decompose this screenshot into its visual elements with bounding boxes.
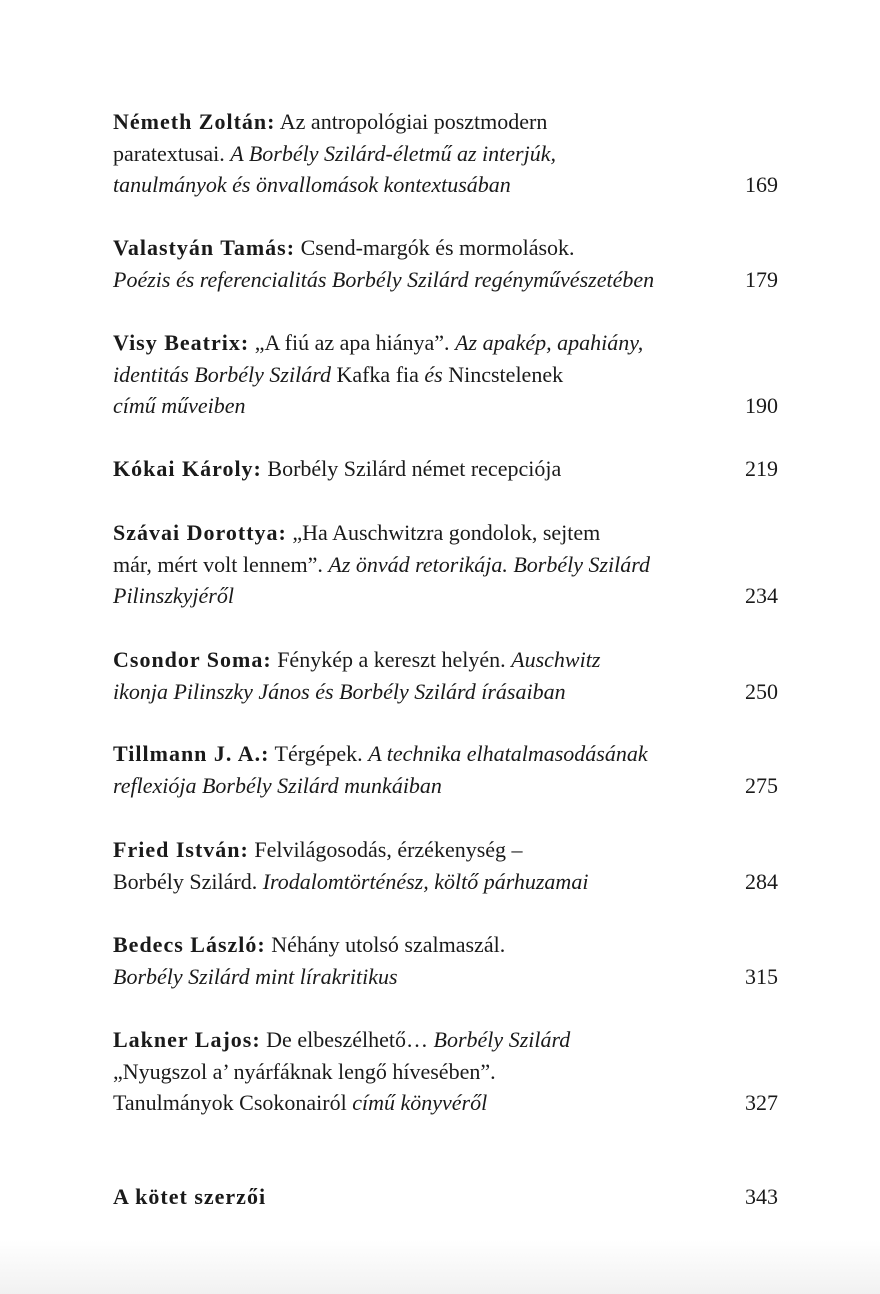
entry-title-text: De elbeszélhető… [260, 1027, 434, 1052]
toc-entry-line [113, 1181, 778, 1213]
toc-entry [113, 1024, 778, 1119]
entry-title-italic: Az apakép, apahiány, [455, 330, 644, 355]
entry-title-text: Felvilágosodás, érzékenység – [248, 837, 523, 862]
entry-title-text: Néhány utolsó szalmaszál. [265, 932, 506, 957]
toc-entry-line [113, 138, 778, 170]
toc-entry-line [113, 676, 778, 708]
toc-entry-line [113, 738, 778, 770]
page-number: 343 [745, 1184, 778, 1209]
entry-author: Tillmann J. A.: [113, 741, 270, 766]
toc-entry-line [113, 770, 778, 802]
entry-title-italic: Borbély Szilárd mint lírakritikus [113, 963, 398, 989]
entry-title-text: Nincstelenek [448, 361, 564, 387]
toc-entry [113, 517, 778, 612]
entry-title-text: Borbély Szilárd német recepciója [261, 456, 562, 481]
page-number: 219 [745, 456, 778, 481]
entry-title-italic: Poézis és referencialitás Borbély Szilárd regényművészetében [113, 266, 655, 292]
page-number: 315 [745, 963, 778, 989]
toc-entry-line [113, 580, 778, 612]
entry-title-text: Csend-margók és mormolások. [295, 235, 575, 260]
toc-entry [113, 232, 778, 295]
toc-entry-line [113, 169, 778, 201]
toc-entry-line [113, 549, 778, 581]
entry-title-italic: reflexiója Borbély Szilárd munkáiban [113, 772, 442, 798]
entry-title-text: paratextusai. [113, 140, 231, 166]
entry-title-text: Az antropológiai posztmodern [275, 109, 548, 134]
entry-author: Kókai Károly: [113, 456, 262, 481]
page-number: 169 [745, 172, 778, 197]
entry-title-text: Fénykép a kereszt helyén. [271, 647, 512, 672]
toc-entry-line [113, 327, 778, 359]
toc-entry-line [113, 232, 778, 264]
page-number: 234 [745, 583, 778, 608]
toc-entry-line [113, 359, 778, 391]
toc-entry-line [113, 453, 778, 485]
entry-title-text: Térgépek. [269, 741, 369, 766]
entry-author: Fried István: [113, 837, 249, 862]
toc-entry [113, 453, 778, 485]
page-number: 190 [745, 393, 778, 418]
entry-title-italic: A Borbély Szilárd-életmű az interjúk, [230, 140, 556, 166]
toc-entry [113, 929, 778, 992]
entry-author: Csondor Soma: [113, 647, 272, 672]
entry-title-text: „Nyugszol a’ nyárfáknak lengő hívesében”. [113, 1058, 496, 1084]
entry-title-italic: című műveiben [113, 393, 246, 418]
toc-entry [113, 644, 778, 707]
entry-title-text: már, mért volt lennem”. [113, 551, 329, 577]
toc-entry-line [113, 106, 778, 138]
toc-entry-line [113, 517, 778, 549]
entry-title-text: „Ha Auschwitzra gondolok, sejtem [286, 520, 601, 545]
page-number: 179 [745, 266, 778, 292]
toc-entry [113, 738, 778, 801]
toc-entry-line [113, 644, 778, 676]
entry-author: Szávai Dorottya: [113, 520, 287, 545]
toc-entry-line [113, 961, 778, 993]
toc-entry-authors [113, 1181, 778, 1213]
toc-entry-line [113, 264, 778, 296]
entry-author: Valastyán Tamás: [113, 235, 296, 260]
entry-title-italic: tanulmányok és önvallomások kontextusában [113, 172, 511, 197]
toc-entry-line [113, 1024, 778, 1056]
entry-title-italic: ikonja Pilinszky János és Borbély Szilárd írásaiban [113, 678, 566, 704]
entry-title-italic: Az önvád retorikája. Borbély Szilárd [328, 551, 651, 577]
toc-entry [113, 106, 778, 201]
toc-entry-line [113, 1087, 778, 1119]
entry-title-text: Kafka fia [336, 361, 419, 387]
toc-entry-line [113, 834, 778, 866]
entry-author: Bedecs László: [113, 932, 266, 957]
entry-title-italic: Borbély Szilárd [433, 1027, 571, 1052]
entry-title-italic: Auschwitz [511, 647, 601, 672]
entry-title-italic: című könyvéről [352, 1090, 488, 1115]
page-number: 275 [745, 772, 778, 798]
page-number: 284 [745, 868, 778, 894]
toc-entry [113, 327, 778, 422]
toc-entry-line [113, 866, 778, 898]
authors-section-title: A kötet szerzői [113, 1184, 267, 1209]
toc-entry-line [113, 929, 778, 961]
entry-title-italic: Irodalomtörténész, költő párhuzamai [262, 868, 589, 894]
entry-author: Visy Beatrix: [113, 330, 250, 355]
entry-author: Németh Zoltán: [113, 109, 276, 134]
page-number: 250 [745, 678, 778, 704]
toc-entry [113, 834, 778, 897]
entry-title-text: Tanulmányok Csokonairól [113, 1090, 353, 1115]
page-number: 327 [745, 1090, 778, 1115]
toc-entry-line [113, 390, 778, 422]
entry-author: Lakner Lajos: [113, 1027, 261, 1052]
entry-title-text: „A fiú az apa hiánya”. [249, 330, 456, 355]
entry-title-italic: és [418, 361, 449, 387]
entry-title-italic: identitás Borbély Szilárd [113, 361, 337, 387]
entry-title-italic: Pilinszkyjéről [113, 583, 234, 608]
entry-title-italic: A technika elhatalmasodásának [368, 741, 648, 766]
toc-entry-line [113, 1056, 778, 1088]
entry-title-text: Borbély Szilárd. [113, 868, 263, 894]
